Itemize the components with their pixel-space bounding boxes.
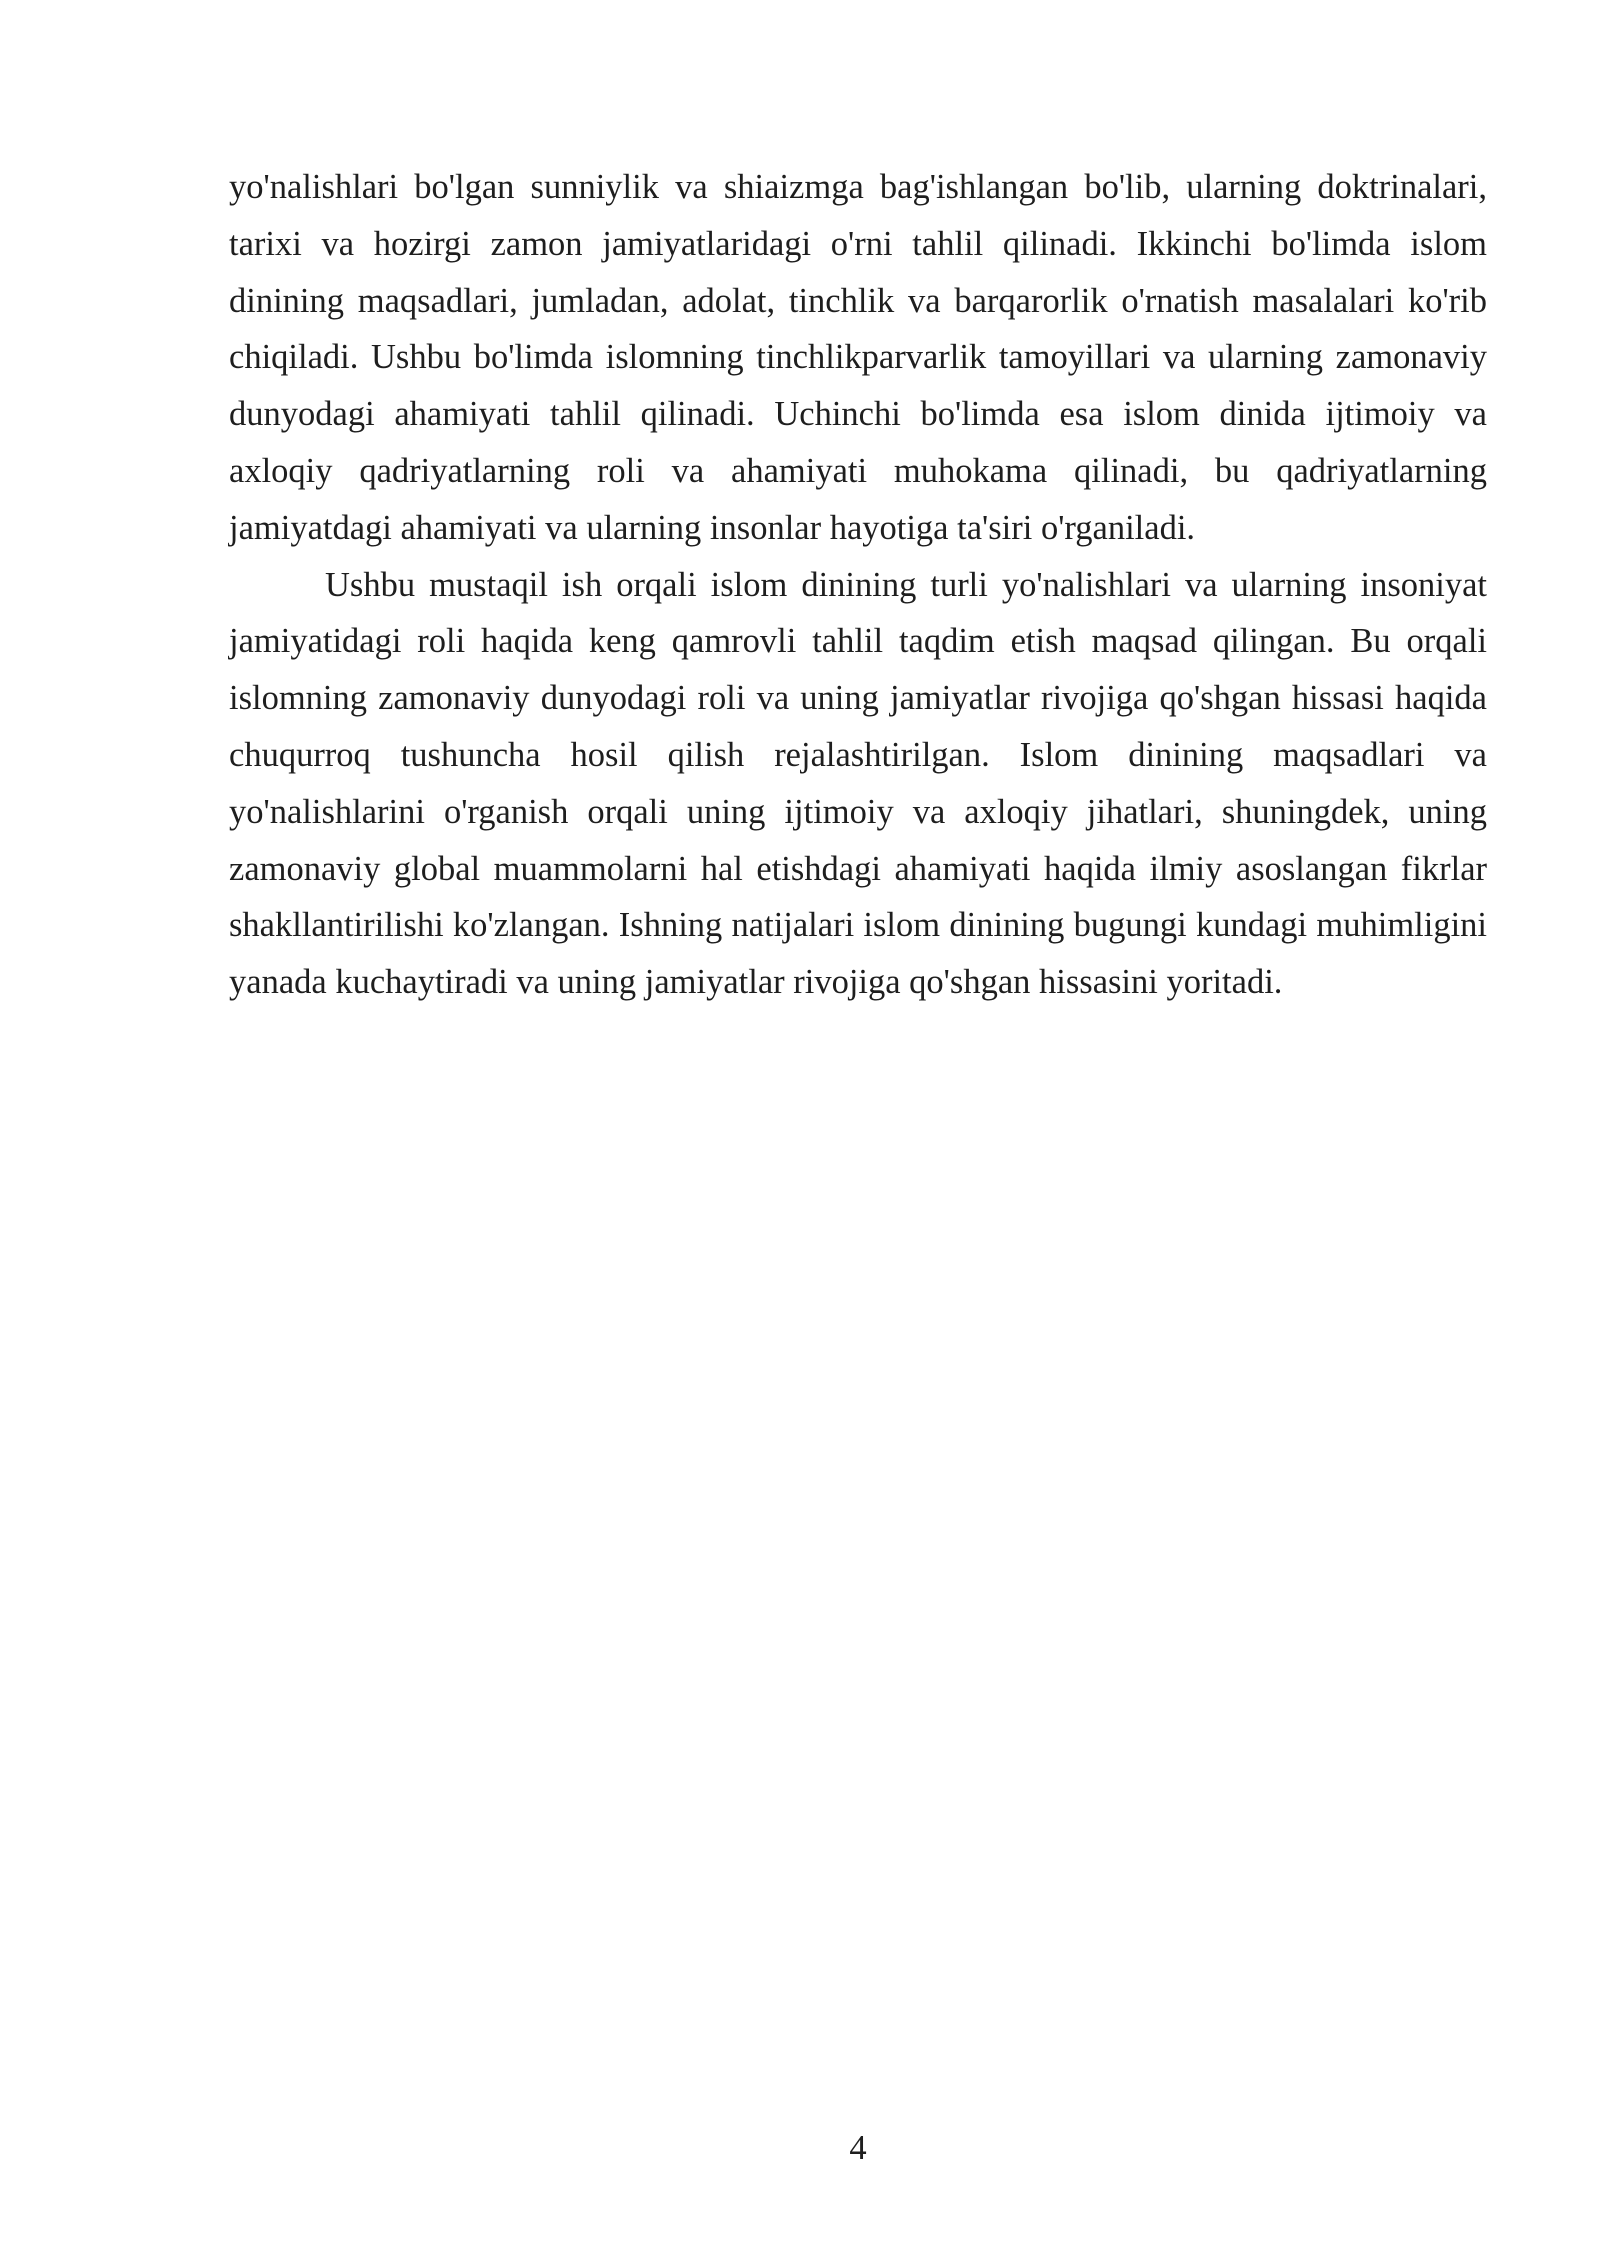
paragraph: yo'nalishlari bo'lgan sunniylik va shiaizmga bag'ishlangan bo'lib, ularning doktrinalari, tarixi va hozirgi zamon jamiyatlaridagi o'rni tahlil qilinadi. Ikkinchi bo'limda islom dinining maqsadlari, jumladan, adolat, tinchlik va barqarorlik o'rnatish masalalari ko'rib chiqiladi. Ushbu bo'limda islomning tinchlikparvarlik tamoyillari va ularning zamonaviy dunyodagi ahamiyati tahlil qilinadi. Uchinchi bo'limda esa islom dinida ijtimoiy va axloqiy qadriyatlarning roli va ahamiyati muhokama qilinadi, bu qadriyatlarning jamiyatdagi ahamiyati va ularning insonlar hayotiga ta'siri o'rganiladi. [229, 168, 1487, 547]
body-text [229, 159, 1487, 1011]
paragraph: Ushbu mustaqil ish orqali islom dinining turli yo'nalishlari va ularning insoniyat jamiyatidagi roli haqida keng qamrovli tahlil taqdim etish maqsad qilingan. Bu orqali islomning zamonaviy dunyodagi roli va uning jamiyatlar rivojiga qo'shgan hissasi haqida chuqurroq tushuncha hosil qilish rejalashtirilgan. Islom dinining maqsadlari va yo'nalishlarini o'rganish orqali uning ijtimoiy va axloqiy jihatlari, shuningdek, uning zamonaviy global muammolarni hal etishdagi ahamiyati haqida ilmiy asoslangan fikrlar shakllantirilishi ko'zlangan. Ishning natijalari islom dinining bugungi kundagi muhimligini yanada kuchaytiradi va uning jamiyatlar rivojiga qo'shgan hissasini yoritadi. [229, 565, 1487, 1002]
page-number: 4 [849, 2129, 867, 2167]
